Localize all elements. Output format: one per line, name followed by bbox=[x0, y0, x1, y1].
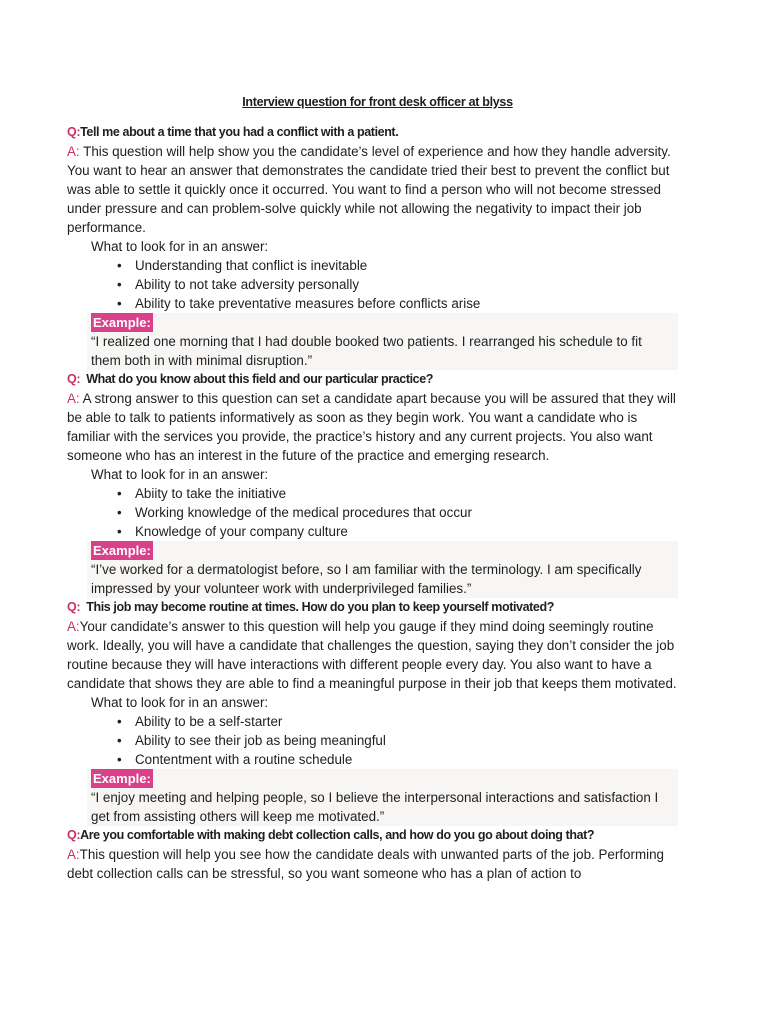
question-prefix: Q: bbox=[67, 372, 81, 386]
list-item: • Knowledge of your company culture bbox=[117, 522, 678, 541]
look-for-label: What to look for in an answer: bbox=[91, 695, 269, 710]
look-for-label: What to look for in an answer: bbox=[91, 467, 269, 482]
answer bbox=[67, 389, 678, 465]
list-item: • Understanding that conflict is inevitable bbox=[117, 256, 678, 275]
answer bbox=[67, 617, 678, 693]
example-label: Example: bbox=[93, 543, 151, 558]
question-prefix: Q: bbox=[67, 125, 81, 139]
question bbox=[67, 598, 678, 617]
qa-item bbox=[67, 123, 678, 370]
list-item: • Contentment with a routine schedule bbox=[117, 750, 678, 769]
question-prefix: Q: bbox=[67, 600, 81, 614]
example-label: Example: bbox=[93, 771, 151, 786]
list-item: • Ability to be a self-starter bbox=[117, 712, 678, 731]
answer-prefix: A: bbox=[67, 144, 80, 159]
example-label: Example: bbox=[93, 315, 151, 330]
look-for-list bbox=[67, 712, 678, 769]
question-text: What do you know about this field and our particular practice? bbox=[86, 372, 434, 386]
question-text: Tell me about a time that you had a conflict with a patient. bbox=[80, 125, 399, 139]
answer-text: A strong answer to this question can set a candidate apart because you will be assured that they will be able to talk to patients informatively as soon as they begin work. You want a candidate who is familiar with the services you provide, the practice’s history and any current projects. You also want someone who has an interest in the future of the practice and emerging research. bbox=[67, 391, 676, 463]
answer-text: This question will help you see how the candidate deals with unwanted parts of the job. Performing debt collection calls can be stressful, so you want someone who has a plan of action to bbox=[67, 847, 664, 881]
list-item: • Ability to not take adversity personally bbox=[117, 275, 678, 294]
question-text: This job may become routine at times. How do you plan to keep yourself motivated? bbox=[86, 600, 554, 614]
answer-prefix: A: bbox=[67, 391, 80, 406]
question-text: Are you comfortable with making debt collection calls, and how do you go about doing that? bbox=[80, 828, 595, 842]
look-for-list bbox=[67, 256, 678, 313]
question-prefix: Q: bbox=[67, 828, 81, 842]
example-text: “I’ve worked for a dermatologist before, so I am familiar with the terminology. I am specifically impressed by your volunteer work with underprivileged families.” bbox=[91, 562, 642, 596]
example-text: “I enjoy meeting and helping people, so I believe the interpersonal interactions and satisfaction I get from assisting others will keep me motivated.” bbox=[91, 790, 659, 824]
answer bbox=[67, 845, 678, 883]
document-title: Interview question for front desk officer at blyss bbox=[242, 95, 513, 109]
example-block bbox=[87, 313, 678, 370]
look-for-list bbox=[67, 484, 678, 541]
look-for-label: What to look for in an answer: bbox=[91, 239, 269, 254]
example-text: “I realized one morning that I had double booked two patients. I rearranged his schedule to fit them both in with minimal disruption.” bbox=[91, 334, 642, 368]
list-item: • Ability to take preventative measures before conflicts arise bbox=[117, 294, 678, 313]
list-item: • Abiity to take the initiative bbox=[117, 484, 678, 503]
qa-item bbox=[67, 826, 678, 883]
qa-item bbox=[67, 598, 678, 826]
list-item: • Working knowledge of the medical procedures that occur bbox=[117, 503, 678, 522]
list-item: • Ability to see their job as being meaningful bbox=[117, 731, 678, 750]
question bbox=[67, 123, 678, 142]
question bbox=[67, 370, 678, 389]
example-block bbox=[87, 541, 678, 598]
answer-prefix: A: bbox=[67, 847, 80, 862]
answer-text: This question will help show you the candidate’s level of experience and how they handle adversity. You want to hear an answer that demonstrates the candidate tried their best to prevent the conflict but was able to settle it quickly once it occurred. You want to find a person who will not become stressed under pressure and can problem-solve quickly while not allowing the negativity to impact their job performance. bbox=[67, 144, 671, 235]
question bbox=[67, 826, 678, 845]
answer bbox=[67, 142, 678, 237]
answer-prefix: A: bbox=[67, 619, 80, 634]
qa-item bbox=[67, 370, 678, 598]
answer-text: Your candidate’s answer to this question will help you gauge if they mind doing seemingly routine work. Ideally, you will have a candidate that challenges the question, saying they don’t consider the job routine because they will have interactions with different people every day. You also want to have a candidate that shows they are able to find a meaningful purpose in their job that keeps them motivated. bbox=[67, 619, 677, 691]
example-block bbox=[87, 769, 678, 826]
